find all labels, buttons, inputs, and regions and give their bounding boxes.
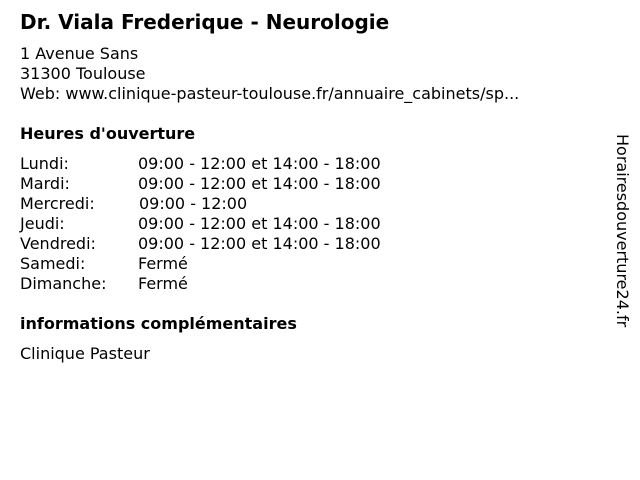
hours-row-mardi xyxy=(20,174,381,194)
time-value: Fermé xyxy=(138,274,188,293)
hours-row-jeudi xyxy=(20,214,381,234)
page-title: Dr. Viala Frederique - Neurologie xyxy=(20,10,390,34)
day-label: Dimanche: xyxy=(20,274,107,293)
time-value: Fermé xyxy=(138,254,188,273)
hours-row-samedi xyxy=(20,254,381,274)
hours-row-mercredi xyxy=(20,194,381,214)
side-watermark-label: Horairesdouverture24.fr xyxy=(613,134,632,328)
website-link[interactable]: Web: www.clinique-pasteur-toulouse.fr/annuaire_cabinets/sp... xyxy=(20,84,520,103)
hours-row-vendredi xyxy=(20,234,381,254)
day-label: Lundi: xyxy=(20,154,69,173)
hours-heading: Heures d'ouverture xyxy=(20,124,196,143)
time-value: 09:00 - 12:00 et 14:00 - 18:00 xyxy=(138,154,381,173)
hours-row-dimanche xyxy=(20,274,381,294)
time-value: 09:00 - 12:00 xyxy=(139,194,248,213)
day-label: Samedi: xyxy=(20,254,86,273)
day-label: Vendredi: xyxy=(20,234,96,253)
time-value: 09:00 - 12:00 et 14:00 - 18:00 xyxy=(138,174,381,193)
address-block xyxy=(20,44,519,104)
time-value: 09:00 - 12:00 et 14:00 - 18:00 xyxy=(138,214,381,233)
hours-row-lundi xyxy=(20,154,381,174)
day-label: Mardi: xyxy=(20,174,70,193)
info-text: Clinique Pasteur xyxy=(20,344,150,363)
day-label: Mercredi: xyxy=(20,194,95,213)
info-heading: informations complémentaires xyxy=(20,314,297,333)
time-value: 09:00 - 12:00 et 14:00 - 18:00 xyxy=(138,234,381,253)
street-address: 1 Avenue Sans xyxy=(20,44,139,63)
city-postal: 31300 Toulouse xyxy=(20,64,146,83)
opening-hours-table xyxy=(20,154,381,294)
day-label: Jeudi: xyxy=(20,214,65,233)
